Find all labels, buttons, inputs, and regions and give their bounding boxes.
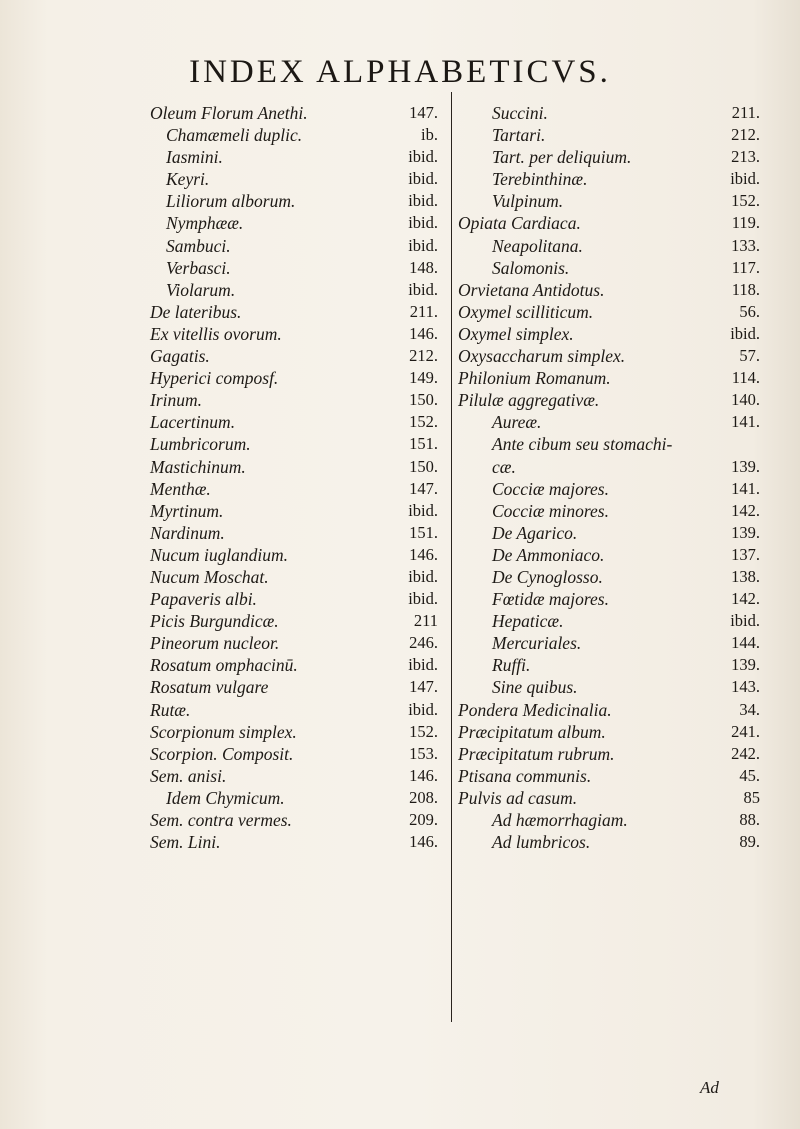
entry-name: Ad lumbricos. — [492, 832, 591, 853]
index-entry — [150, 787, 438, 809]
entry-name: Oleum Florum Anethi. — [150, 103, 308, 123]
entry-page: 117. — [731, 257, 760, 277]
index-entry — [150, 124, 438, 146]
entry-page: 141. — [731, 412, 760, 432]
entry-page: 45. — [739, 765, 760, 785]
entry-name: De lateribus. — [150, 301, 242, 322]
entry-page: 241. — [731, 721, 760, 741]
entry-page: 242. — [731, 743, 760, 763]
entry-page: ibid. — [408, 169, 438, 189]
index-entry — [458, 588, 760, 610]
entry-name: Terebinthinæ. — [492, 169, 588, 190]
index-entry — [150, 257, 438, 279]
entry-page: ibid. — [408, 566, 438, 586]
index-entry — [150, 456, 438, 478]
entry-name: Ad hæmorrhagiam. — [492, 810, 628, 830]
index-entry — [150, 102, 438, 124]
index-entry — [458, 743, 760, 765]
entry-name: Ante cibum seu stomachi- — [492, 434, 673, 455]
entry-page: 114. — [731, 368, 760, 388]
index-entry — [150, 411, 438, 433]
entry-page: ibid. — [730, 323, 760, 343]
entry-page: ibid. — [408, 655, 438, 675]
entry-page: 139. — [731, 522, 760, 542]
index-entry — [150, 301, 438, 323]
entry-page: 208. — [409, 787, 438, 807]
entry-name: Fœtidæ majores. — [492, 589, 609, 610]
entry-name: Hyperici composf. — [150, 368, 279, 389]
index-entry — [150, 765, 438, 787]
index-entry — [150, 654, 438, 676]
entry-name: Vulpinum. — [492, 191, 564, 212]
index-entry — [458, 257, 760, 279]
entry-page: 147. — [409, 478, 438, 498]
entry-page: 212. — [409, 346, 438, 366]
index-entry — [150, 190, 438, 212]
index-entry — [150, 743, 438, 765]
index-entry — [458, 632, 760, 654]
column-divider — [451, 92, 452, 1022]
entry-page: ibid. — [408, 279, 438, 299]
entry-name: Rutæ. — [150, 699, 191, 720]
index-entry — [458, 235, 760, 257]
index-entry — [458, 146, 760, 168]
entry-name: Oxymel simplex. — [458, 323, 574, 344]
index-entry — [150, 566, 438, 588]
entry-page: 246. — [409, 633, 438, 653]
entry-page: 144. — [731, 633, 760, 653]
entry-name: Aureæ. — [492, 412, 542, 433]
entry-name: Nardinum. — [150, 522, 225, 543]
index-entry — [150, 433, 438, 455]
entry-page: ibid. — [408, 699, 438, 719]
entry-page: ibid. — [408, 147, 438, 167]
index-entry — [458, 721, 760, 743]
entry-page: 151. — [409, 522, 438, 542]
index-entry — [150, 478, 438, 500]
entry-name: De Agarico. — [492, 522, 578, 543]
entry-page: 119. — [731, 213, 760, 233]
entry-name: Salomonis. — [492, 257, 570, 278]
left-index-column — [150, 102, 438, 853]
entry-page: ibid. — [408, 500, 438, 520]
entry-name: Orvietana Antidotus. — [458, 279, 605, 300]
index-entry — [458, 212, 760, 234]
entry-name: Sambuci. — [166, 235, 231, 256]
index-entry — [458, 699, 760, 721]
index-entry — [150, 235, 438, 257]
index-entry — [150, 500, 438, 522]
index-entry — [150, 809, 438, 831]
entry-name: cæ. — [492, 456, 516, 477]
index-entry — [150, 279, 438, 301]
index-entry — [458, 411, 760, 433]
entry-page: 149. — [409, 368, 438, 388]
entry-name: Cocciæ minores. — [492, 500, 609, 521]
entry-name: Ptisana communis. — [458, 765, 592, 786]
index-entry — [150, 146, 438, 168]
entry-name: Mastichinum. — [150, 456, 246, 477]
index-entry — [458, 522, 760, 544]
index-entry — [458, 787, 760, 809]
index-entry — [458, 566, 760, 588]
entry-page: 85 — [743, 787, 760, 807]
entry-name: Pulvis ad casum. — [458, 787, 578, 808]
index-entry — [458, 433, 760, 455]
entry-name: Menthæ. — [150, 478, 211, 499]
entry-page: 34. — [739, 699, 760, 719]
entry-page: 147. — [409, 103, 438, 122]
entry-page: 150. — [409, 456, 438, 476]
entry-page: ibid. — [730, 169, 760, 189]
index-entry — [458, 323, 760, 345]
entry-name: Nucum iuglandium. — [150, 544, 289, 565]
entry-page: 56. — [739, 301, 760, 321]
entry-page: ibid. — [408, 191, 438, 211]
entry-name: Iasmini. — [166, 147, 223, 168]
entry-name: Idem Chymicum. — [166, 787, 285, 808]
entry-page: 211. — [409, 301, 438, 321]
entry-page: 146. — [409, 544, 438, 564]
entry-name: Picis Burgundicæ. — [150, 611, 279, 632]
entry-page: 146. — [409, 832, 438, 852]
entry-page: 213. — [731, 147, 760, 167]
entry-page: 147. — [409, 677, 438, 697]
entry-name: De Ammoniaco. — [492, 544, 605, 565]
entry-page: 153. — [409, 743, 438, 763]
index-entry — [150, 212, 438, 234]
index-entry — [150, 699, 438, 721]
entry-name: Nucum Moschat. — [150, 566, 269, 587]
entry-page: 133. — [731, 235, 760, 255]
entry-name: Mercuriales. — [492, 633, 582, 654]
entry-name: Myrtinum. — [150, 500, 224, 521]
entry-name: Scorpion. Composit. — [150, 743, 294, 764]
entry-name: Tart. per deliquium. — [492, 147, 632, 168]
right-index-column — [458, 102, 760, 853]
entry-name: Sem. contra vermes. — [150, 810, 292, 830]
index-entry — [458, 190, 760, 212]
entry-page: 211. — [731, 103, 760, 122]
entry-name: Philonium Romanum. — [458, 368, 611, 389]
entry-name: Irinum. — [150, 390, 203, 411]
entry-page: 146. — [409, 765, 438, 785]
index-entry — [458, 478, 760, 500]
entry-page: 138. — [731, 566, 760, 586]
entry-page: 142. — [731, 589, 760, 609]
index-entry — [150, 632, 438, 654]
entry-page: 141. — [731, 478, 760, 498]
index-entry — [458, 831, 760, 853]
entry-page: 150. — [409, 390, 438, 410]
entry-page: ibid. — [408, 589, 438, 609]
entry-page: 118. — [731, 279, 760, 299]
index-entry — [458, 544, 760, 566]
entry-name: Opiata Cardiaca. — [458, 213, 581, 234]
index-entry — [150, 588, 438, 610]
entry-name: Præcipitatum album. — [458, 721, 606, 742]
entry-name: De Cynoglosso. — [492, 566, 603, 587]
index-entry — [458, 456, 760, 478]
entry-name: Ex vitellis ovorum. — [150, 323, 282, 344]
entry-page: 151. — [409, 434, 438, 454]
entry-name: Papaveris albi. — [150, 589, 257, 610]
entry-page: 209. — [409, 810, 438, 829]
index-entry — [458, 279, 760, 301]
entry-page: ibid. — [408, 213, 438, 233]
entry-name: Oxymel scilliticum. — [458, 301, 594, 322]
entry-page: 88. — [739, 810, 760, 829]
entry-page: 89. — [739, 832, 760, 852]
index-entry — [458, 654, 760, 676]
index-entry — [458, 610, 760, 632]
index-entry — [150, 345, 438, 367]
entry-page: 152. — [409, 412, 438, 432]
entry-name: Chamæmeli duplic. — [166, 125, 303, 146]
index-entry — [150, 610, 438, 632]
entry-page: 212. — [731, 125, 760, 145]
index-entry — [458, 168, 760, 190]
entry-name: Violarum. — [166, 279, 236, 300]
entry-name: Hepaticæ. — [492, 611, 564, 632]
entry-name: Nymphææ. — [166, 213, 244, 234]
entry-name: Præcipitatum rubrum. — [458, 743, 615, 764]
entry-name: Scorpionum simplex. — [150, 721, 297, 742]
index-entry — [458, 301, 760, 323]
entry-name: Gagatis. — [150, 346, 210, 367]
index-entry — [458, 765, 760, 787]
entry-name: Liliorum alborum. — [166, 191, 296, 212]
entry-page: 137. — [731, 544, 760, 564]
index-entry — [150, 323, 438, 345]
entry-page: 152. — [409, 721, 438, 741]
entry-name: Oxysaccharum simplex. — [458, 346, 626, 367]
entry-name: Cocciæ majores. — [492, 478, 609, 499]
index-entry — [458, 124, 760, 146]
entry-page: 139. — [731, 655, 760, 675]
index-entry — [150, 367, 438, 389]
entry-name: Pineorum nucleor. — [150, 633, 280, 654]
index-entry — [150, 831, 438, 853]
entry-page: ibid. — [730, 611, 760, 631]
entry-name: Verbasci. — [166, 257, 231, 278]
entry-page: 139. — [731, 456, 760, 476]
entry-page: 211 — [413, 611, 438, 631]
entry-name: Neapolitana. — [492, 235, 583, 256]
entry-page: 148. — [409, 257, 438, 277]
entry-page: 142. — [731, 500, 760, 520]
entry-name: Rosatum vulgare — [150, 677, 269, 698]
entry-name: Sem. Lini. — [150, 832, 221, 853]
entry-page: 146. — [409, 323, 438, 343]
entry-name: Lacertinum. — [150, 412, 236, 433]
entry-page: ib. — [421, 125, 438, 145]
index-entry — [458, 809, 760, 831]
index-entry — [458, 676, 760, 698]
page-header: INDEX ALPHABETICVS. — [189, 54, 611, 90]
index-entry — [150, 544, 438, 566]
entry-name: Pondera Medicinalia. — [458, 699, 612, 720]
entry-name: Pilulæ aggregativæ. — [458, 390, 600, 411]
index-entry — [150, 522, 438, 544]
entry-name: Ruffi. — [492, 655, 531, 676]
entry-name: Sem. anisi. — [150, 765, 227, 786]
index-entry — [458, 102, 760, 124]
index-entry — [458, 389, 760, 411]
index-entry — [458, 345, 760, 367]
index-entry — [150, 721, 438, 743]
index-entry — [150, 676, 438, 698]
entry-name: Lumbricorum. — [150, 434, 251, 455]
entry-name: Rosatum omphacinū. — [150, 655, 298, 676]
entry-name: Keyri. — [166, 169, 210, 190]
index-entry — [458, 500, 760, 522]
entry-page: 143. — [731, 677, 760, 697]
catchword: Ad — [700, 1078, 719, 1097]
entry-page: 152. — [731, 191, 760, 211]
entry-name: Sine quibus. — [492, 677, 578, 698]
entry-page: ibid. — [408, 235, 438, 255]
index-entry — [458, 367, 760, 389]
entry-name: Succini. — [492, 103, 548, 123]
index-entry — [150, 389, 438, 411]
index-entry — [150, 168, 438, 190]
entry-page: 57. — [739, 346, 760, 366]
entry-name: Tartari. — [492, 125, 546, 146]
entry-page: 140. — [731, 390, 760, 410]
